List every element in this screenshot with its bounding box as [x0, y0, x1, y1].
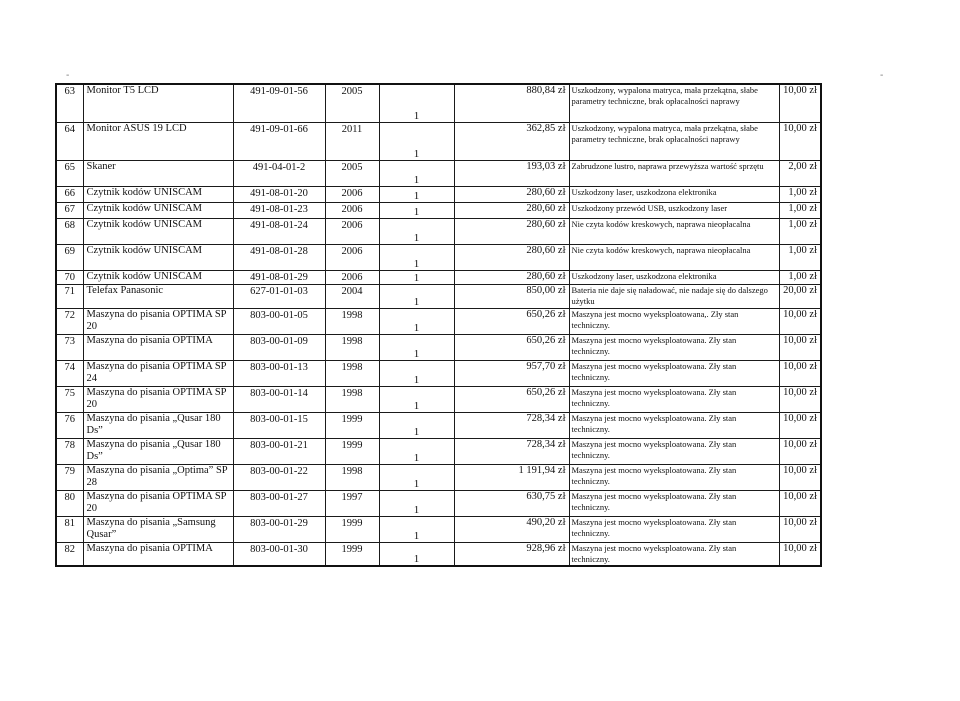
- cell-condition-description: Maszyna jest mocno wyeksploatowana. Zły stan techniczny.: [569, 516, 779, 542]
- cell-inventory-code: 803-00-01-15: [233, 412, 325, 438]
- cell-purchase-year: 2006: [325, 218, 379, 244]
- cell-condition-description: Maszyna jest mocno wyeksploatowana. Zły stan techniczny.: [569, 490, 779, 516]
- table-row: [56, 490, 821, 516]
- asset-disposal-table: [55, 83, 822, 567]
- cell-item-name: Czytnik kodów UNISCAM: [83, 202, 233, 218]
- cell-inventory-code: 491-09-01-56: [233, 84, 325, 122]
- cell-row-number: 82: [56, 542, 83, 566]
- cell-row-number: 78: [56, 438, 83, 464]
- cell-purchase-year: 1999: [325, 438, 379, 464]
- cell-estimated-value: 10,00 zł: [779, 334, 821, 360]
- cell-row-number: 65: [56, 160, 83, 186]
- cell-inventory-code: 491-09-01-66: [233, 122, 325, 160]
- table-row: [56, 202, 821, 218]
- cell-estimated-value: 10,00 zł: [779, 122, 821, 160]
- cell-initial-value: 1 191,94 zł: [454, 464, 569, 490]
- cell-purchase-year: 1999: [325, 412, 379, 438]
- cell-quantity: 1: [379, 202, 454, 218]
- cell-condition-description: Maszyna jest mocno wyeksploatowana,. Zły stan techniczny.: [569, 308, 779, 334]
- cell-quantity: 1: [379, 308, 454, 334]
- table-row: [56, 360, 821, 386]
- cell-item-name: Maszyna do pisania OPTIMA: [83, 334, 233, 360]
- table-row: [56, 516, 821, 542]
- cell-estimated-value: 10,00 zł: [779, 412, 821, 438]
- cell-item-name: Monitor T5 LCD: [83, 84, 233, 122]
- cell-item-name: Maszyna do pisania OPTIMA SP 20: [83, 386, 233, 412]
- cell-initial-value: 280,60 zł: [454, 186, 569, 202]
- cell-purchase-year: 2004: [325, 284, 379, 308]
- cell-estimated-value: 10,00 zł: [779, 386, 821, 412]
- cell-purchase-year: 1999: [325, 516, 379, 542]
- cell-purchase-year: 2006: [325, 186, 379, 202]
- cell-item-name: Czytnik kodów UNISCAM: [83, 218, 233, 244]
- cell-purchase-year: 2006: [325, 270, 379, 284]
- cell-item-name: Czytnik kodów UNISCAM: [83, 270, 233, 284]
- cell-estimated-value: 10,00 zł: [779, 308, 821, 334]
- table-row: [56, 412, 821, 438]
- cell-initial-value: 850,00 zł: [454, 284, 569, 308]
- cell-item-name: Maszyna do pisania „Qusar 180 Ds”: [83, 438, 233, 464]
- table-row: [56, 186, 821, 202]
- cell-row-number: 63: [56, 84, 83, 122]
- cell-quantity: 1: [379, 244, 454, 270]
- table-row: [56, 270, 821, 284]
- cell-quantity: 1: [379, 386, 454, 412]
- cell-quantity: 1: [379, 160, 454, 186]
- cell-initial-value: 280,60 zł: [454, 244, 569, 270]
- cell-initial-value: 280,60 zł: [454, 202, 569, 218]
- cell-quantity: 1: [379, 122, 454, 160]
- cell-estimated-value: 1,00 zł: [779, 218, 821, 244]
- cell-purchase-year: 1997: [325, 490, 379, 516]
- cell-estimated-value: 10,00 zł: [779, 516, 821, 542]
- cell-condition-description: Maszyna jest mocno wyeksploatowana. Zły stan techniczny.: [569, 360, 779, 386]
- cell-item-name: Maszyna do pisania „Samsung Qusar”: [83, 516, 233, 542]
- cell-row-number: 64: [56, 122, 83, 160]
- cell-quantity: 1: [379, 542, 454, 566]
- cell-item-name: Maszyna do pisania „Qusar 180 Ds”: [83, 412, 233, 438]
- cell-initial-value: 928,96 zł: [454, 542, 569, 566]
- cell-row-number: 81: [56, 516, 83, 542]
- cell-inventory-code: 491-08-01-28: [233, 244, 325, 270]
- cell-initial-value: 650,26 zł: [454, 334, 569, 360]
- cell-row-number: 71: [56, 284, 83, 308]
- cell-estimated-value: 10,00 zł: [779, 84, 821, 122]
- cell-initial-value: 728,34 zł: [454, 412, 569, 438]
- cell-quantity: 1: [379, 186, 454, 202]
- cell-inventory-code: 803-00-01-27: [233, 490, 325, 516]
- cell-initial-value: 630,75 zł: [454, 490, 569, 516]
- cell-row-number: 79: [56, 464, 83, 490]
- cell-inventory-code: 803-00-01-14: [233, 386, 325, 412]
- cell-row-number: 70: [56, 270, 83, 284]
- table-body: [56, 84, 821, 566]
- cell-row-number: 80: [56, 490, 83, 516]
- cell-estimated-value: 10,00 zł: [779, 490, 821, 516]
- cell-inventory-code: 803-00-01-30: [233, 542, 325, 566]
- cell-condition-description: Nie czyta kodów kreskowych, naprawa nieopłacalna: [569, 218, 779, 244]
- cell-inventory-code: 627-01-01-03: [233, 284, 325, 308]
- table-row: [56, 542, 821, 566]
- cell-initial-value: 957,70 zł: [454, 360, 569, 386]
- cell-quantity: 1: [379, 464, 454, 490]
- cell-inventory-code: 803-00-01-22: [233, 464, 325, 490]
- cell-row-number: 68: [56, 218, 83, 244]
- cell-quantity: 1: [379, 490, 454, 516]
- cell-estimated-value: 1,00 zł: [779, 202, 821, 218]
- cell-item-name: Skaner: [83, 160, 233, 186]
- cell-condition-description: Bateria nie daje się naładować, nie nadaje się do dalszego użytku: [569, 284, 779, 308]
- cell-item-name: Telefax Panasonic: [83, 284, 233, 308]
- cell-inventory-code: 491-08-01-23: [233, 202, 325, 218]
- cell-inventory-code: 491-04-01-2: [233, 160, 325, 186]
- cell-inventory-code: 491-08-01-24: [233, 218, 325, 244]
- cell-estimated-value: 1,00 zł: [779, 244, 821, 270]
- cell-inventory-code: 803-00-01-05: [233, 308, 325, 334]
- cell-initial-value: 728,34 zł: [454, 438, 569, 464]
- cell-inventory-code: 491-08-01-29: [233, 270, 325, 284]
- cell-purchase-year: 1998: [325, 386, 379, 412]
- cell-item-name: Maszyna do pisania „Optima” SP 28: [83, 464, 233, 490]
- cell-item-name: Czytnik kodów UNISCAM: [83, 244, 233, 270]
- cell-row-number: 75: [56, 386, 83, 412]
- cell-row-number: 72: [56, 308, 83, 334]
- cell-item-name: Maszyna do pisania OPTIMA SP 24: [83, 360, 233, 386]
- cell-purchase-year: 2011: [325, 122, 379, 160]
- cell-initial-value: 650,26 zł: [454, 386, 569, 412]
- cell-inventory-code: 803-00-01-21: [233, 438, 325, 464]
- cell-row-number: 74: [56, 360, 83, 386]
- cell-quantity: 1: [379, 270, 454, 284]
- cell-estimated-value: 1,00 zł: [779, 270, 821, 284]
- cell-row-number: 76: [56, 412, 83, 438]
- cell-item-name: Czytnik kodów UNISCAM: [83, 186, 233, 202]
- cell-purchase-year: 2005: [325, 160, 379, 186]
- cell-condition-description: Maszyna jest mocno wyeksploatowana. Zły stan techniczny.: [569, 386, 779, 412]
- cell-purchase-year: 1998: [325, 360, 379, 386]
- cell-initial-value: 280,60 zł: [454, 270, 569, 284]
- cell-condition-description: Uszkodzony przewód USB, uszkodzony laser: [569, 202, 779, 218]
- cell-item-name: Monitor ASUS 19 LCD: [83, 122, 233, 160]
- table-row: [56, 386, 821, 412]
- table-row: [56, 308, 821, 334]
- cell-inventory-code: 803-00-01-29: [233, 516, 325, 542]
- cell-estimated-value: 1,00 zł: [779, 186, 821, 202]
- cell-purchase-year: 1998: [325, 308, 379, 334]
- page-mark-top-right: -: [880, 70, 884, 81]
- cell-condition-description: Uszkodzony, wypalona matryca, mała przekątna, słabe parametry techniczne, brak opłacalności naprawy: [569, 84, 779, 122]
- cell-initial-value: 490,20 zł: [454, 516, 569, 542]
- cell-estimated-value: 10,00 zł: [779, 542, 821, 566]
- cell-item-name: Maszyna do pisania OPTIMA: [83, 542, 233, 566]
- cell-purchase-year: 1998: [325, 464, 379, 490]
- cell-quantity: 1: [379, 360, 454, 386]
- cell-purchase-year: 2005: [325, 84, 379, 122]
- cell-condition-description: Uszkodzony, wypalona matryca, mała przekątna, słabe parametry techniczne, brak opłacalności naprawy: [569, 122, 779, 160]
- table-row: [56, 438, 821, 464]
- cell-condition-description: Uszkodzony laser, uszkodzona elektronika: [569, 186, 779, 202]
- cell-item-name: Maszyna do pisania OPTIMA SP 20: [83, 308, 233, 334]
- cell-condition-description: Maszyna jest mocno wyeksploatowana. Zły stan techniczny.: [569, 542, 779, 566]
- cell-initial-value: 280,60 zł: [454, 218, 569, 244]
- table-row: [56, 244, 821, 270]
- cell-quantity: 1: [379, 334, 454, 360]
- cell-initial-value: 193,03 zł: [454, 160, 569, 186]
- cell-inventory-code: 803-00-01-13: [233, 360, 325, 386]
- cell-estimated-value: 20,00 zł: [779, 284, 821, 308]
- cell-purchase-year: 1998: [325, 334, 379, 360]
- cell-inventory-code: 803-00-01-09: [233, 334, 325, 360]
- cell-condition-description: Maszyna jest mocno wyeksploatowana. Zły stan techniczny.: [569, 464, 779, 490]
- cell-estimated-value: 10,00 zł: [779, 360, 821, 386]
- cell-purchase-year: 2006: [325, 202, 379, 218]
- cell-condition-description: Maszyna jest mocno wyeksploatowana. Zły stan techniczny.: [569, 412, 779, 438]
- table-row: [56, 160, 821, 186]
- cell-estimated-value: 2,00 zł: [779, 160, 821, 186]
- table-row: [56, 122, 821, 160]
- cell-quantity: 1: [379, 438, 454, 464]
- cell-row-number: 66: [56, 186, 83, 202]
- cell-row-number: 73: [56, 334, 83, 360]
- cell-quantity: 1: [379, 412, 454, 438]
- cell-initial-value: 362,85 zł: [454, 122, 569, 160]
- cell-estimated-value: 10,00 zł: [779, 438, 821, 464]
- cell-purchase-year: 2006: [325, 244, 379, 270]
- table-row: [56, 284, 821, 308]
- cell-initial-value: 880,84 zł: [454, 84, 569, 122]
- cell-inventory-code: 491-08-01-20: [233, 186, 325, 202]
- cell-condition-description: Nie czyta kodów kreskowych, naprawa nieopłacalna: [569, 244, 779, 270]
- cell-initial-value: 650,26 zł: [454, 308, 569, 334]
- cell-condition-description: Uszkodzony laser, uszkodzona elektronika: [569, 270, 779, 284]
- cell-row-number: 67: [56, 202, 83, 218]
- cell-quantity: 1: [379, 284, 454, 308]
- cell-purchase-year: 1999: [325, 542, 379, 566]
- table-row: [56, 334, 821, 360]
- cell-condition-description: Maszyna jest mocno wyeksploatowana. Zły stan techniczny.: [569, 334, 779, 360]
- cell-row-number: 69: [56, 244, 83, 270]
- cell-estimated-value: 10,00 zł: [779, 464, 821, 490]
- cell-quantity: 1: [379, 218, 454, 244]
- cell-item-name: Maszyna do pisania OPTIMA SP 20: [83, 490, 233, 516]
- cell-condition-description: Zabrudzone lustro, naprawa przewyższa wartość sprzętu: [569, 160, 779, 186]
- cell-quantity: 1: [379, 84, 454, 122]
- table-row: [56, 218, 821, 244]
- table-row: [56, 464, 821, 490]
- table-row: [56, 84, 821, 122]
- cell-quantity: 1: [379, 516, 454, 542]
- page-mark-top-left: -: [66, 70, 70, 81]
- cell-condition-description: Maszyna jest mocno wyeksploatowana. Zły stan techniczny.: [569, 438, 779, 464]
